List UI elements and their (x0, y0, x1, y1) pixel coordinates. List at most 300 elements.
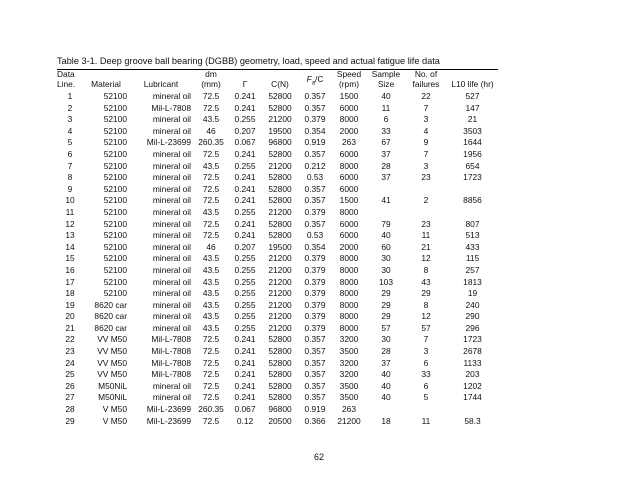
cell-fa-c: 0.53 (306, 230, 324, 241)
cell-sample-size: 6 (383, 114, 389, 125)
cell-speed: 6000 (339, 148, 359, 159)
header-speed: Speed (rpm) (336, 69, 362, 89)
cell-failures: 8 (423, 264, 429, 275)
cell-sample-size: 40 (381, 380, 391, 391)
cell-material: V M50 (102, 404, 127, 415)
cell-material: VV M50 (97, 369, 127, 380)
cell-material: 52100 (103, 195, 127, 206)
table-row (57, 404, 498, 416)
cell-line: 23 (65, 346, 75, 357)
cell-c: 19500 (268, 241, 292, 252)
cell-c: 52800 (268, 91, 292, 101)
cell-l10-life: 1956 (463, 148, 482, 159)
cell-sample-size: 33 (381, 125, 391, 136)
cell-lubricant: mineral oil (152, 148, 191, 159)
table-row (57, 91, 498, 103)
cell-material: V M50 (102, 415, 127, 426)
cell-fa-c: 0.53 (306, 172, 324, 183)
cell-failures: 33 (421, 369, 431, 380)
cell-c: 52800 (268, 230, 292, 241)
header-c: C(N) (271, 78, 289, 89)
cell-c: 20500 (268, 415, 292, 426)
cell-dm: 72.5 (202, 183, 220, 194)
cell-gamma: 0.067 (234, 404, 256, 415)
cell-sample-size: 60 (381, 241, 391, 252)
cell-sample-size: 30 (381, 334, 391, 345)
cell-gamma: 0.255 (234, 114, 256, 125)
cell-fa-c: 0.357 (304, 380, 326, 391)
cell-line: 13 (65, 230, 75, 241)
table-row (57, 381, 498, 393)
cell-material: 52100 (103, 91, 127, 101)
cell-material: 52100 (103, 241, 127, 252)
cell-lubricant: mineral oil (152, 172, 191, 183)
cell-c: 21200 (268, 322, 292, 333)
cell-material: 52100 (103, 172, 127, 183)
cell-c: 52800 (268, 392, 292, 403)
cell-l10-life: 296 (465, 322, 480, 333)
cell-sample-size (367, 404, 405, 416)
cell-l10-life: 1723 (463, 334, 482, 345)
table-row (57, 277, 498, 289)
cell-sample-size: 30 (381, 253, 391, 264)
cell-material: 8620 car (94, 322, 127, 333)
bearing-data-table (57, 69, 498, 427)
cell-line: 11 (65, 206, 75, 217)
cell-lubricant: Mil-L-7808 (151, 369, 191, 380)
table-caption: Table 3-1. Deep groove ball bearing (DGBB) geometry, load, speed and actual fatigue life data (57, 56, 440, 66)
cell-l10-life: 8856 (463, 195, 482, 206)
cell-gamma: 0.241 (234, 218, 256, 229)
cell-sample-size: 18 (381, 415, 391, 426)
cell-line: 19 (65, 299, 75, 310)
cell-l10-life: 19 (467, 288, 478, 299)
cell-speed: 6000 (339, 230, 359, 241)
cell-line: 6 (67, 148, 73, 159)
cell-fa-c: 0.919 (304, 137, 326, 148)
cell-dm: 72.5 (202, 380, 220, 391)
cell-sample-size: 103 (379, 276, 393, 287)
cell-material: 8620 car (94, 311, 127, 322)
cell-failures: 7 (423, 334, 429, 345)
cell-lubricant: Mil-L-7808 (151, 346, 191, 357)
cell-fa-c: 0.919 (304, 404, 326, 415)
cell-l10-life (447, 404, 498, 416)
cell-l10-life: 1133 (463, 357, 482, 368)
cell-line: 15 (65, 253, 75, 264)
header-failures: No. of failures (412, 69, 440, 89)
cell-dm: 72.5 (202, 357, 220, 368)
cell-fa-c: 0.357 (304, 195, 326, 206)
cell-sample-size: 37 (381, 172, 391, 183)
cell-sample-size: 29 (381, 311, 391, 322)
cell-l10-life: 433 (465, 241, 480, 252)
table-row (57, 137, 498, 149)
cell-failures: 7 (423, 148, 429, 159)
cell-gamma: 0.255 (234, 276, 256, 287)
cell-c: 21200 (268, 276, 292, 287)
cell-failures: 4 (423, 125, 429, 136)
cell-fa-c: 0.357 (304, 102, 326, 113)
cell-dm: 46 (206, 241, 216, 252)
table-row (57, 114, 498, 126)
cell-lubricant: mineral oil (152, 195, 191, 206)
cell-gamma: 0.241 (234, 102, 256, 113)
cell-line: 22 (65, 334, 75, 345)
cell-failures: 12 (421, 253, 431, 264)
cell-sample-size: 28 (381, 160, 391, 171)
cell-gamma: 0.241 (234, 172, 256, 183)
cell-fa-c: 0.354 (304, 241, 326, 252)
cell-material: 52100 (103, 288, 127, 299)
cell-line: 26 (65, 380, 75, 391)
cell-line: 18 (65, 288, 75, 299)
cell-line: 5 (67, 137, 73, 148)
cell-line: 28 (65, 404, 75, 415)
cell-lubricant: mineral oil (152, 311, 191, 322)
cell-lubricant: Mil-L-7808 (151, 334, 191, 345)
cell-lubricant: mineral oil (152, 276, 191, 287)
cell-dm: 72.5 (202, 346, 220, 357)
cell-speed: 6000 (339, 172, 359, 183)
cell-dm: 43.5 (202, 288, 220, 299)
cell-fa-c: 0.357 (304, 148, 326, 159)
cell-gamma: 0.255 (234, 160, 256, 171)
cell-fa-c: 0.357 (304, 357, 326, 368)
cell-material: VV M50 (97, 334, 127, 345)
cell-l10-life: 21 (467, 114, 478, 125)
cell-lubricant: mineral oil (152, 253, 191, 264)
cell-fa-c: 0.357 (304, 183, 326, 194)
cell-failures (405, 404, 447, 416)
cell-speed: 6000 (339, 102, 359, 113)
cell-l10-life: 203 (465, 369, 480, 380)
cell-fa-c: 0.379 (304, 322, 326, 333)
table-row (57, 230, 498, 242)
cell-sample-size (367, 207, 405, 219)
cell-l10-life: 240 (465, 299, 480, 310)
cell-gamma: 0.255 (234, 322, 256, 333)
cell-line: 12 (65, 218, 75, 229)
cell-material: 52100 (103, 137, 127, 148)
cell-failures: 8 (423, 299, 429, 310)
cell-l10-life: 115 (465, 253, 480, 264)
cell-lubricant: mineral oil (152, 241, 191, 252)
cell-failures: 6 (423, 380, 429, 391)
cell-material: 52100 (103, 206, 127, 217)
cell-c: 52800 (268, 148, 292, 159)
table-row (57, 288, 498, 300)
cell-sample-size: 28 (381, 346, 391, 357)
cell-fa-c: 0.357 (304, 91, 326, 101)
cell-speed: 8000 (339, 264, 359, 275)
cell-gamma: 0.255 (234, 206, 256, 217)
cell-dm: 43.5 (202, 206, 220, 217)
cell-sample-size: 67 (381, 137, 391, 148)
cell-c: 52800 (268, 218, 292, 229)
cell-dm: 260.35 (198, 404, 224, 415)
cell-material: M50NiL (98, 380, 127, 391)
cell-speed: 263 (342, 404, 356, 415)
header-material: Material (91, 78, 121, 89)
cell-speed: 8000 (339, 299, 359, 310)
cell-dm: 72.5 (202, 415, 220, 426)
cell-c: 52800 (268, 334, 292, 345)
cell-c: 21200 (268, 253, 292, 264)
cell-gamma: 0.255 (234, 311, 256, 322)
cell-gamma: 0.241 (234, 346, 256, 357)
cell-gamma: 0.255 (234, 288, 256, 299)
cell-gamma: 0.207 (234, 241, 256, 252)
cell-dm: 43.5 (202, 114, 220, 125)
cell-fa-c: 0.379 (304, 264, 326, 275)
cell-sample-size: 57 (381, 322, 391, 333)
cell-gamma: 0.067 (234, 137, 256, 148)
cell-material: 8620 car (94, 299, 127, 310)
cell-line: 2 (67, 102, 73, 113)
cell-speed: 263 (342, 137, 356, 148)
cell-speed: 1500 (339, 195, 359, 206)
cell-l10-life: 257 (465, 264, 480, 275)
cell-gamma: 0.255 (234, 253, 256, 264)
cell-speed: 2000 (339, 241, 359, 252)
cell-speed: 8000 (339, 322, 359, 333)
cell-c: 52800 (268, 195, 292, 206)
cell-sample-size: 40 (381, 230, 391, 241)
cell-dm: 72.5 (202, 148, 220, 159)
cell-gamma: 0.241 (234, 91, 256, 101)
cell-speed: 3500 (339, 392, 359, 403)
cell-material: 52100 (103, 218, 127, 229)
cell-line: 16 (65, 264, 75, 275)
cell-material: 52100 (103, 125, 127, 136)
cell-lubricant: Mil-L-7808 (151, 102, 191, 113)
cell-dm: 72.5 (202, 334, 220, 345)
header-dm: dm (mm) (201, 69, 221, 89)
cell-gamma: 0.207 (234, 125, 256, 136)
cell-failures (405, 184, 447, 196)
cell-failures: 9 (423, 137, 429, 148)
cell-dm: 72.5 (202, 392, 220, 403)
cell-failures: 57 (421, 322, 431, 333)
cell-fa-c: 0.357 (304, 392, 326, 403)
cell-failures: 3 (423, 160, 429, 171)
table-row (57, 369, 498, 381)
cell-c: 21200 (268, 114, 292, 125)
cell-gamma: 0.12 (236, 415, 254, 426)
cell-c: 21200 (268, 206, 292, 217)
cell-lubricant: Mil-L-7808 (151, 357, 191, 368)
cell-lubricant: mineral oil (152, 299, 191, 310)
cell-failures: 43 (421, 276, 431, 287)
cell-lubricant: mineral oil (152, 392, 191, 403)
cell-l10-life: 513 (465, 230, 480, 241)
cell-lubricant: mineral oil (152, 206, 191, 217)
cell-l10-life: 147 (465, 102, 480, 113)
table-row (57, 300, 498, 312)
cell-l10-life: 527 (465, 91, 480, 101)
cell-material: 52100 (103, 160, 127, 171)
table-row (57, 126, 498, 138)
cell-line: 27 (65, 392, 75, 403)
cell-l10-life: 1723 (463, 172, 482, 183)
table-row (57, 334, 498, 346)
cell-material: 52100 (103, 114, 127, 125)
cell-lubricant: mineral oil (152, 91, 191, 101)
cell-lubricant: Mil-L-23699 (146, 137, 191, 148)
cell-line: 20 (65, 311, 75, 322)
cell-lubricant: mineral oil (152, 218, 191, 229)
cell-sample-size: 79 (381, 218, 391, 229)
cell-dm: 72.5 (202, 91, 220, 101)
cell-failures: 12 (421, 311, 431, 322)
cell-speed: 6000 (339, 183, 359, 194)
cell-failures: 7 (423, 102, 429, 113)
cell-sample-size: 40 (381, 369, 391, 380)
cell-fa-c: 0.357 (304, 346, 326, 357)
cell-line: 10 (65, 195, 75, 206)
cell-material: 52100 (103, 253, 127, 264)
table-row (57, 184, 498, 196)
cell-dm: 46 (206, 125, 216, 136)
cell-dm: 43.5 (202, 299, 220, 310)
cell-line: 3 (67, 114, 73, 125)
cell-l10-life: 3503 (463, 125, 482, 136)
cell-fa-c: 0.379 (304, 288, 326, 299)
cell-lubricant: mineral oil (152, 288, 191, 299)
cell-l10-life: 1644 (463, 137, 482, 148)
cell-lubricant: Mil-L-23699 (146, 415, 191, 426)
cell-failures (405, 207, 447, 219)
table-row (57, 149, 498, 161)
cell-lubricant: mineral oil (152, 322, 191, 333)
cell-failures: 23 (421, 218, 431, 229)
cell-speed: 8000 (339, 276, 359, 287)
cell-speed: 3500 (339, 346, 359, 357)
cell-gamma: 0.255 (234, 264, 256, 275)
cell-sample-size: 11 (381, 102, 391, 113)
cell-material: 52100 (103, 264, 127, 275)
cell-lubricant: mineral oil (152, 380, 191, 391)
cell-sample-size: 30 (381, 264, 391, 275)
cell-dm: 72.5 (202, 102, 220, 113)
cell-dm: 43.5 (202, 276, 220, 287)
cell-gamma: 0.255 (234, 299, 256, 310)
cell-dm: 260.35 (198, 137, 224, 148)
cell-l10-life: 1202 (463, 380, 482, 391)
cell-speed: 8000 (339, 206, 359, 217)
header-gamma: Γ (242, 78, 248, 89)
cell-gamma: 0.241 (234, 369, 256, 380)
table-row (57, 416, 498, 428)
table-row (57, 358, 498, 370)
cell-c: 52800 (268, 183, 292, 194)
cell-speed: 3500 (339, 380, 359, 391)
table-row (57, 265, 498, 277)
cell-fa-c: 0.366 (304, 415, 326, 426)
cell-failures: 5 (423, 392, 429, 403)
cell-gamma: 0.241 (234, 357, 256, 368)
cell-failures: 29 (421, 288, 431, 299)
cell-sample-size: 29 (381, 288, 391, 299)
header-data-line: Data Line. (57, 69, 76, 89)
cell-speed: 1500 (339, 91, 359, 101)
cell-line: 14 (65, 241, 75, 252)
cell-dm: 43.5 (202, 264, 220, 275)
cell-line: 25 (65, 369, 75, 380)
cell-sample-size: 29 (381, 299, 391, 310)
cell-fa-c: 0.379 (304, 253, 326, 264)
cell-speed: 3200 (339, 357, 359, 368)
cell-dm: 43.5 (202, 160, 220, 171)
cell-l10-life: 2678 (463, 346, 482, 357)
cell-c: 52800 (268, 346, 292, 357)
table-row (57, 253, 498, 265)
cell-c: 52800 (268, 102, 292, 113)
page-number: 62 (313, 452, 324, 462)
cell-lubricant: mineral oil (152, 160, 191, 171)
cell-dm: 72.5 (202, 218, 220, 229)
cell-line: 8 (67, 172, 73, 183)
cell-speed: 8000 (339, 253, 359, 264)
cell-c: 19500 (268, 125, 292, 136)
cell-l10-life: 58.3 (464, 415, 481, 426)
table-header-row (57, 69, 498, 91)
cell-failures: 21 (421, 241, 431, 252)
cell-material: VV M50 (97, 357, 127, 368)
cell-c: 21200 (268, 311, 292, 322)
cell-c: 96800 (268, 137, 292, 148)
table-row (57, 392, 498, 404)
table-row (57, 323, 498, 335)
cell-l10-life (447, 184, 498, 196)
cell-c: 52800 (268, 369, 292, 380)
cell-line: 24 (65, 357, 75, 368)
cell-c: 52800 (268, 172, 292, 183)
cell-c: 52800 (268, 380, 292, 391)
cell-line: 29 (65, 415, 75, 426)
cell-fa-c: 0.357 (304, 334, 326, 345)
cell-material: 52100 (103, 102, 127, 113)
cell-speed: 6000 (339, 218, 359, 229)
cell-c: 21200 (268, 264, 292, 275)
cell-gamma: 0.241 (234, 230, 256, 241)
cell-line: 21 (65, 322, 75, 333)
cell-dm: 72.5 (202, 172, 220, 183)
cell-failures: 11 (421, 230, 431, 241)
cell-l10-life: 290 (465, 311, 480, 322)
cell-fa-c: 0.357 (304, 218, 326, 229)
header-fa-c: $F_a/C$ (306, 73, 324, 87)
header-lubricant: Lubricant (143, 78, 179, 89)
cell-sample-size: 40 (381, 91, 391, 101)
cell-line: 9 (67, 183, 73, 194)
cell-speed: 3200 (339, 369, 359, 380)
cell-gamma: 0.241 (234, 380, 256, 391)
table-row (57, 346, 498, 358)
table-row (57, 219, 498, 231)
cell-gamma: 0.241 (234, 183, 256, 194)
cell-failures: 3 (423, 114, 429, 125)
cell-speed: 8000 (339, 160, 359, 171)
cell-gamma: 0.241 (234, 392, 256, 403)
cell-material: M50NiL (98, 392, 127, 403)
cell-failures: 23 (421, 172, 431, 183)
cell-l10-life: 807 (465, 218, 480, 229)
table-row (57, 161, 498, 173)
cell-sample-size: 37 (381, 357, 391, 368)
cell-c: 96800 (268, 404, 292, 415)
